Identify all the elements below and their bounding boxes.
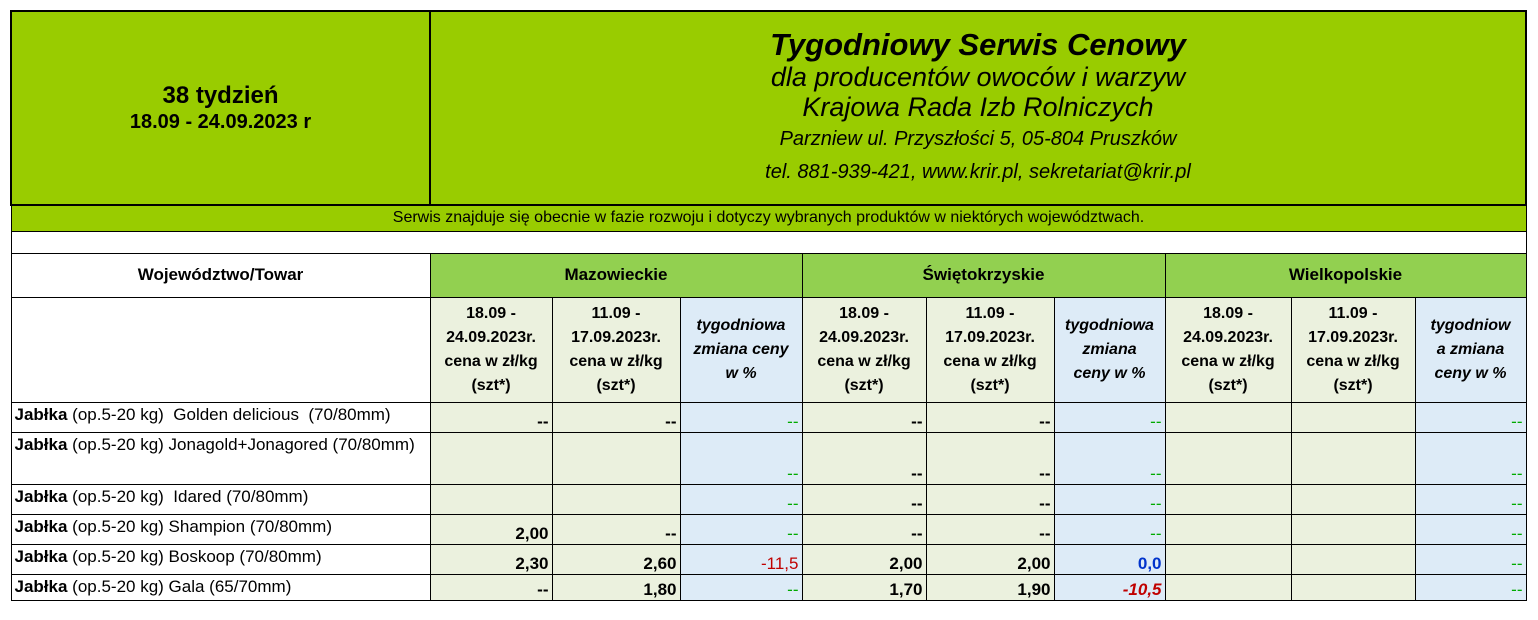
corner-label: Województwo/Towar xyxy=(11,253,430,297)
price-change-cell: -11,5 xyxy=(680,544,802,574)
price-change-cell: -- xyxy=(1415,574,1526,600)
column-header-line: 24.09.2023r. xyxy=(446,328,536,346)
price-cell: 2,00 xyxy=(430,514,552,544)
column-header-line: tygodniowa xyxy=(1065,316,1154,334)
column-header-line: cena w zł/kg xyxy=(1181,352,1275,370)
table-row xyxy=(11,544,1526,574)
column-header xyxy=(926,297,1054,402)
price-cell xyxy=(1165,484,1291,514)
week-dates: 18.09 - 24.09.2023 r xyxy=(129,111,312,133)
price-cell xyxy=(1165,544,1291,574)
spacer-row xyxy=(11,231,1526,253)
price-change-cell: -- xyxy=(1415,514,1526,544)
product-description: (op.5-20 kg) Boskoop (70/80mm) xyxy=(67,546,322,566)
region-swietokrzyskie: Świętokrzyskie xyxy=(802,253,1165,297)
column-header xyxy=(1291,297,1415,402)
price-cell xyxy=(1291,484,1415,514)
region-wielkopolskie: Wielkopolskie xyxy=(1165,253,1526,297)
price-change-cell: -- xyxy=(1415,402,1526,432)
column-header xyxy=(680,297,802,402)
product-description: (op.5-20 kg) Jonagold+Jonagored (70/80mm) xyxy=(67,434,415,454)
product-description: (op.5-20 kg) Idared (70/80mm) xyxy=(67,486,309,506)
table-row xyxy=(11,484,1526,514)
column-header-line: ceny w % xyxy=(1434,364,1507,382)
price-cell xyxy=(552,432,680,484)
price-cell: -- xyxy=(926,484,1054,514)
price-change-cell: -- xyxy=(680,432,802,484)
product-category: Jabłka xyxy=(14,576,68,596)
week-cell xyxy=(11,11,430,205)
product-name xyxy=(11,432,430,484)
column-header-line: cena w zł/kg xyxy=(444,352,538,370)
column-header-line: w % xyxy=(725,364,757,382)
column-header-line: (szt*) xyxy=(844,376,884,394)
column-header-line: cena w zł/kg xyxy=(569,352,663,370)
column-header-line: ceny w % xyxy=(1073,364,1146,382)
page-title: Tygodniowy Serwis Cenowy xyxy=(770,27,1186,62)
column-header-line: (szt*) xyxy=(596,376,636,394)
product-category: Jabłka xyxy=(14,546,68,566)
product-category: Jabłka xyxy=(14,434,68,454)
region-mazowieckie: Mazowieckie xyxy=(430,253,802,297)
contact-line: tel. 881-939-421, www.krir.pl, sekretariat@krir.pl xyxy=(765,161,1191,183)
price-cell: -- xyxy=(430,402,552,432)
product-name xyxy=(11,514,430,544)
price-cell: -- xyxy=(430,574,552,600)
week-label: 38 tydzień xyxy=(162,82,279,109)
column-header-line: tygodniow xyxy=(1430,316,1511,334)
column-header-line: (szt*) xyxy=(471,376,511,394)
price-cell: -- xyxy=(926,514,1054,544)
price-change-cell: -- xyxy=(1054,402,1165,432)
price-cell: 1,90 xyxy=(926,574,1054,600)
column-header-line: cena w zł/kg xyxy=(817,352,911,370)
column-header-line: 11.09 - xyxy=(591,304,641,322)
column-header-line: 17.09.2023r. xyxy=(571,328,661,346)
product-name xyxy=(11,402,430,432)
price-change-cell: -- xyxy=(1054,514,1165,544)
price-change-cell: -- xyxy=(680,402,802,432)
price-cell: 1,70 xyxy=(802,574,926,600)
column-header xyxy=(1415,297,1526,402)
column-header-line: 11.09 - xyxy=(965,304,1015,322)
price-cell: -- xyxy=(802,514,926,544)
price-cell xyxy=(430,484,552,514)
price-change-cell: -- xyxy=(1054,484,1165,514)
column-header-line: 17.09.2023r. xyxy=(1308,328,1398,346)
price-change-cell: -- xyxy=(1415,484,1526,514)
price-cell: 2,60 xyxy=(552,544,680,574)
column-header-line: 11.09 - xyxy=(1328,304,1378,322)
price-change-cell: -10,5 xyxy=(1054,574,1165,600)
title-cell xyxy=(430,11,1526,205)
column-header-line: 18.09 - xyxy=(839,304,889,322)
product-description: (op.5-20 kg) Shampion (70/80mm) xyxy=(67,516,332,536)
price-cell xyxy=(1165,402,1291,432)
column-header-line: cena w zł/kg xyxy=(943,352,1037,370)
price-change-cell: 0,0 xyxy=(1054,544,1165,574)
price-cell: -- xyxy=(552,514,680,544)
price-cell: -- xyxy=(552,402,680,432)
column-header-line: 24.09.2023r. xyxy=(1183,328,1273,346)
price-cell: -- xyxy=(802,402,926,432)
column-header-line: 18.09 - xyxy=(1203,304,1253,322)
empty-header-cell xyxy=(11,297,430,402)
column-header-line: a zmiana xyxy=(1436,340,1505,358)
product-name xyxy=(11,574,430,600)
column-header-line: zmiana ceny xyxy=(693,340,789,358)
column-header-line: (szt*) xyxy=(1333,376,1373,394)
column-header xyxy=(430,297,552,402)
column-header-line: (szt*) xyxy=(1208,376,1248,394)
price-cell: -- xyxy=(802,432,926,484)
price-change-cell: -- xyxy=(680,484,802,514)
price-cell: 2,00 xyxy=(926,544,1054,574)
price-cell xyxy=(1165,574,1291,600)
price-cell: 2,30 xyxy=(430,544,552,574)
price-cell xyxy=(430,432,552,484)
column-header-line: cena w zł/kg xyxy=(1306,352,1400,370)
price-change-cell: -- xyxy=(680,514,802,544)
product-category: Jabłka xyxy=(14,486,68,506)
price-cell xyxy=(1291,432,1415,484)
subtitle-organization: Krajowa Rada Izb Rolniczych xyxy=(802,92,1154,122)
price-cell: -- xyxy=(802,484,926,514)
price-cell xyxy=(1165,432,1291,484)
product-category: Jabłka xyxy=(14,516,68,536)
column-header-line: tygodniowa xyxy=(696,316,786,334)
price-table xyxy=(10,10,1527,601)
table-row xyxy=(11,574,1526,600)
column-header xyxy=(1165,297,1291,402)
price-cell xyxy=(1291,574,1415,600)
development-note: Serwis znajduje się obecnie w fazie rozwoju i dotyczy wybranych produktów w niektórych województwach. xyxy=(11,205,1526,231)
column-header-line: zmiana xyxy=(1082,340,1137,358)
product-name xyxy=(11,544,430,574)
address-line: Parzniew ul. Przyszłości 5, 05-804 Pruszków xyxy=(779,128,1177,150)
price-cell: 2,00 xyxy=(802,544,926,574)
column-header-line: 17.09.2023r. xyxy=(945,328,1035,346)
table-row xyxy=(11,432,1526,484)
column-header-line: 24.09.2023r. xyxy=(819,328,909,346)
price-cell xyxy=(552,484,680,514)
price-change-cell: -- xyxy=(680,574,802,600)
price-change-cell: -- xyxy=(1415,432,1526,484)
product-name xyxy=(11,484,430,514)
column-header xyxy=(802,297,926,402)
column-header xyxy=(552,297,680,402)
price-cell xyxy=(1291,402,1415,432)
subtitle-producers: dla producentów owoców i warzyw xyxy=(770,62,1186,92)
price-cell xyxy=(1291,544,1415,574)
price-change-cell: -- xyxy=(1054,432,1165,484)
table-row xyxy=(11,402,1526,432)
table-row xyxy=(11,514,1526,544)
price-cell: -- xyxy=(926,402,1054,432)
price-change-cell: -- xyxy=(1415,544,1526,574)
price-cell xyxy=(1291,514,1415,544)
price-cell: -- xyxy=(926,432,1054,484)
column-header xyxy=(1054,297,1165,402)
product-category: Jabłka xyxy=(14,404,68,424)
price-cell: 1,80 xyxy=(552,574,680,600)
column-header-line: (szt*) xyxy=(970,376,1010,394)
column-header-line: 18.09 - xyxy=(466,304,516,322)
price-cell xyxy=(1165,514,1291,544)
product-description: (op.5-20 kg) Golden delicious (70/80mm) xyxy=(67,404,391,424)
product-description: (op.5-20 kg) Gala (65/70mm) xyxy=(67,576,292,596)
